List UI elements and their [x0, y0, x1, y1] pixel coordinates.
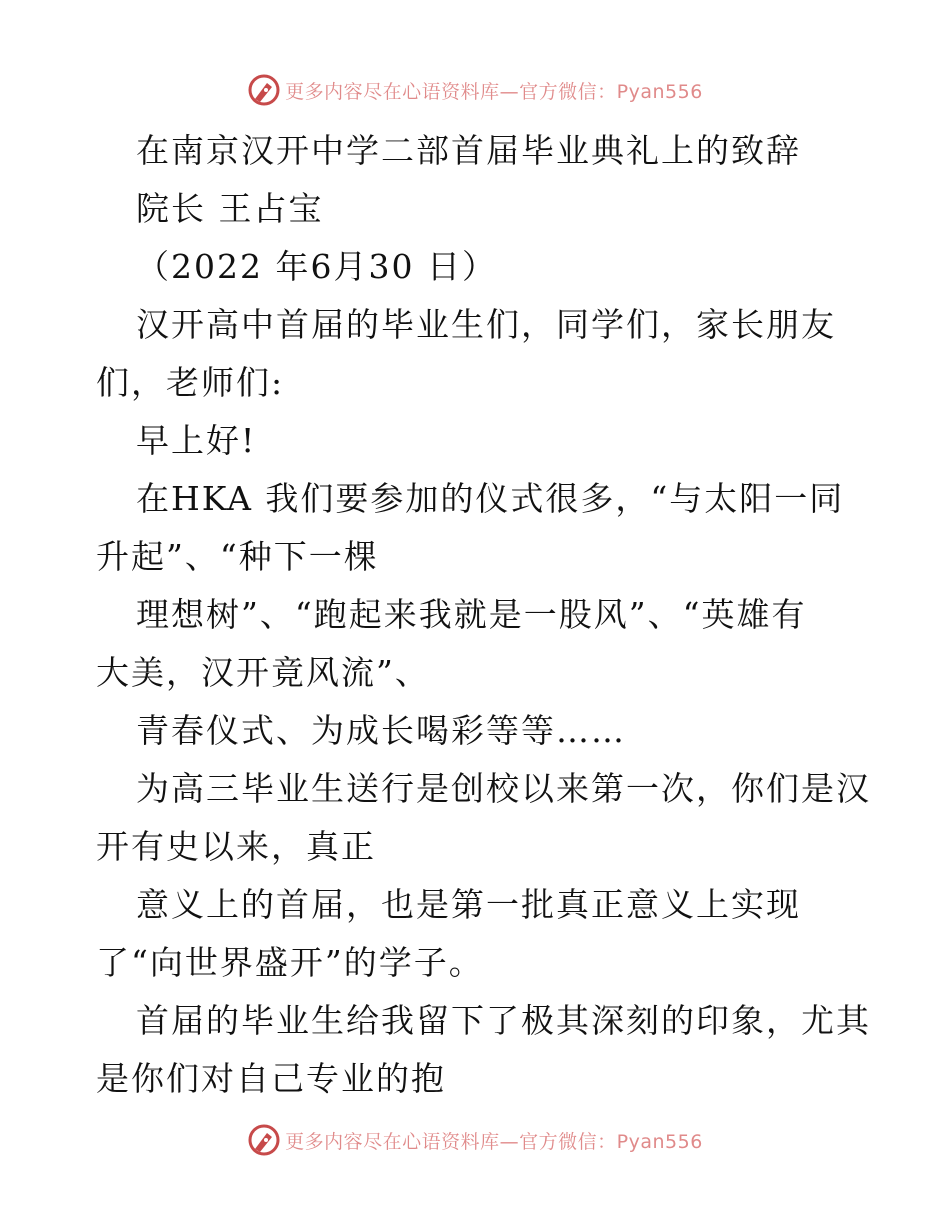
text-line: 意义上的首届，也是第一批真正意义上实现 — [136, 885, 801, 924]
text-line: 开有史以来，真正 — [96, 827, 376, 866]
text-line: 早上好! — [136, 421, 257, 460]
text-line: 了“向世界盛开”的学子。 — [96, 943, 484, 982]
text-line: 汉开高中首届的毕业生们，同学们，家长朋友 — [136, 305, 836, 344]
text-line: 们，老师们: — [96, 363, 285, 402]
watermark-text: 更多内容尽在心语资料库—官方微信：Pyan556 — [285, 1130, 703, 1153]
text-line: 为高三毕业生送行是创校以来第一次，你们是汉 — [136, 769, 871, 808]
pen-nib-logo-icon — [247, 1123, 281, 1157]
date-line: （2022 年6月30 日） — [136, 247, 497, 286]
watermark-banner-top — [0, 70, 950, 110]
text-line: 青春仪式、为成长喝彩等等…… — [136, 711, 626, 750]
text-line: 理想树”、“跑起来我就是一股风”、“英雄有 — [136, 595, 807, 634]
watermark-text: 更多内容尽在心语资料库—官方微信：Pyan556 — [285, 80, 703, 103]
text-line: 首届的毕业生给我留下了极其深刻的印象，尤其 — [136, 1001, 871, 1040]
text-line: 在HKA 我们要参加的仪式很多，“与太阳一同 — [136, 479, 845, 518]
watermark-banner-bottom — [0, 1120, 950, 1160]
document-title: 在南京汉开中学二部首届毕业典礼上的致辞 — [136, 131, 801, 170]
document-body — [96, 122, 871, 1108]
text-line: 升起”、“种下一棵 — [96, 537, 379, 576]
pen-nib-logo-icon — [247, 73, 281, 107]
text-line: 大美，汉开竟风流”、 — [96, 653, 430, 692]
author-line: 院长 王占宝 — [136, 189, 324, 228]
text-line: 是你们对自己专业的抱 — [96, 1059, 446, 1098]
